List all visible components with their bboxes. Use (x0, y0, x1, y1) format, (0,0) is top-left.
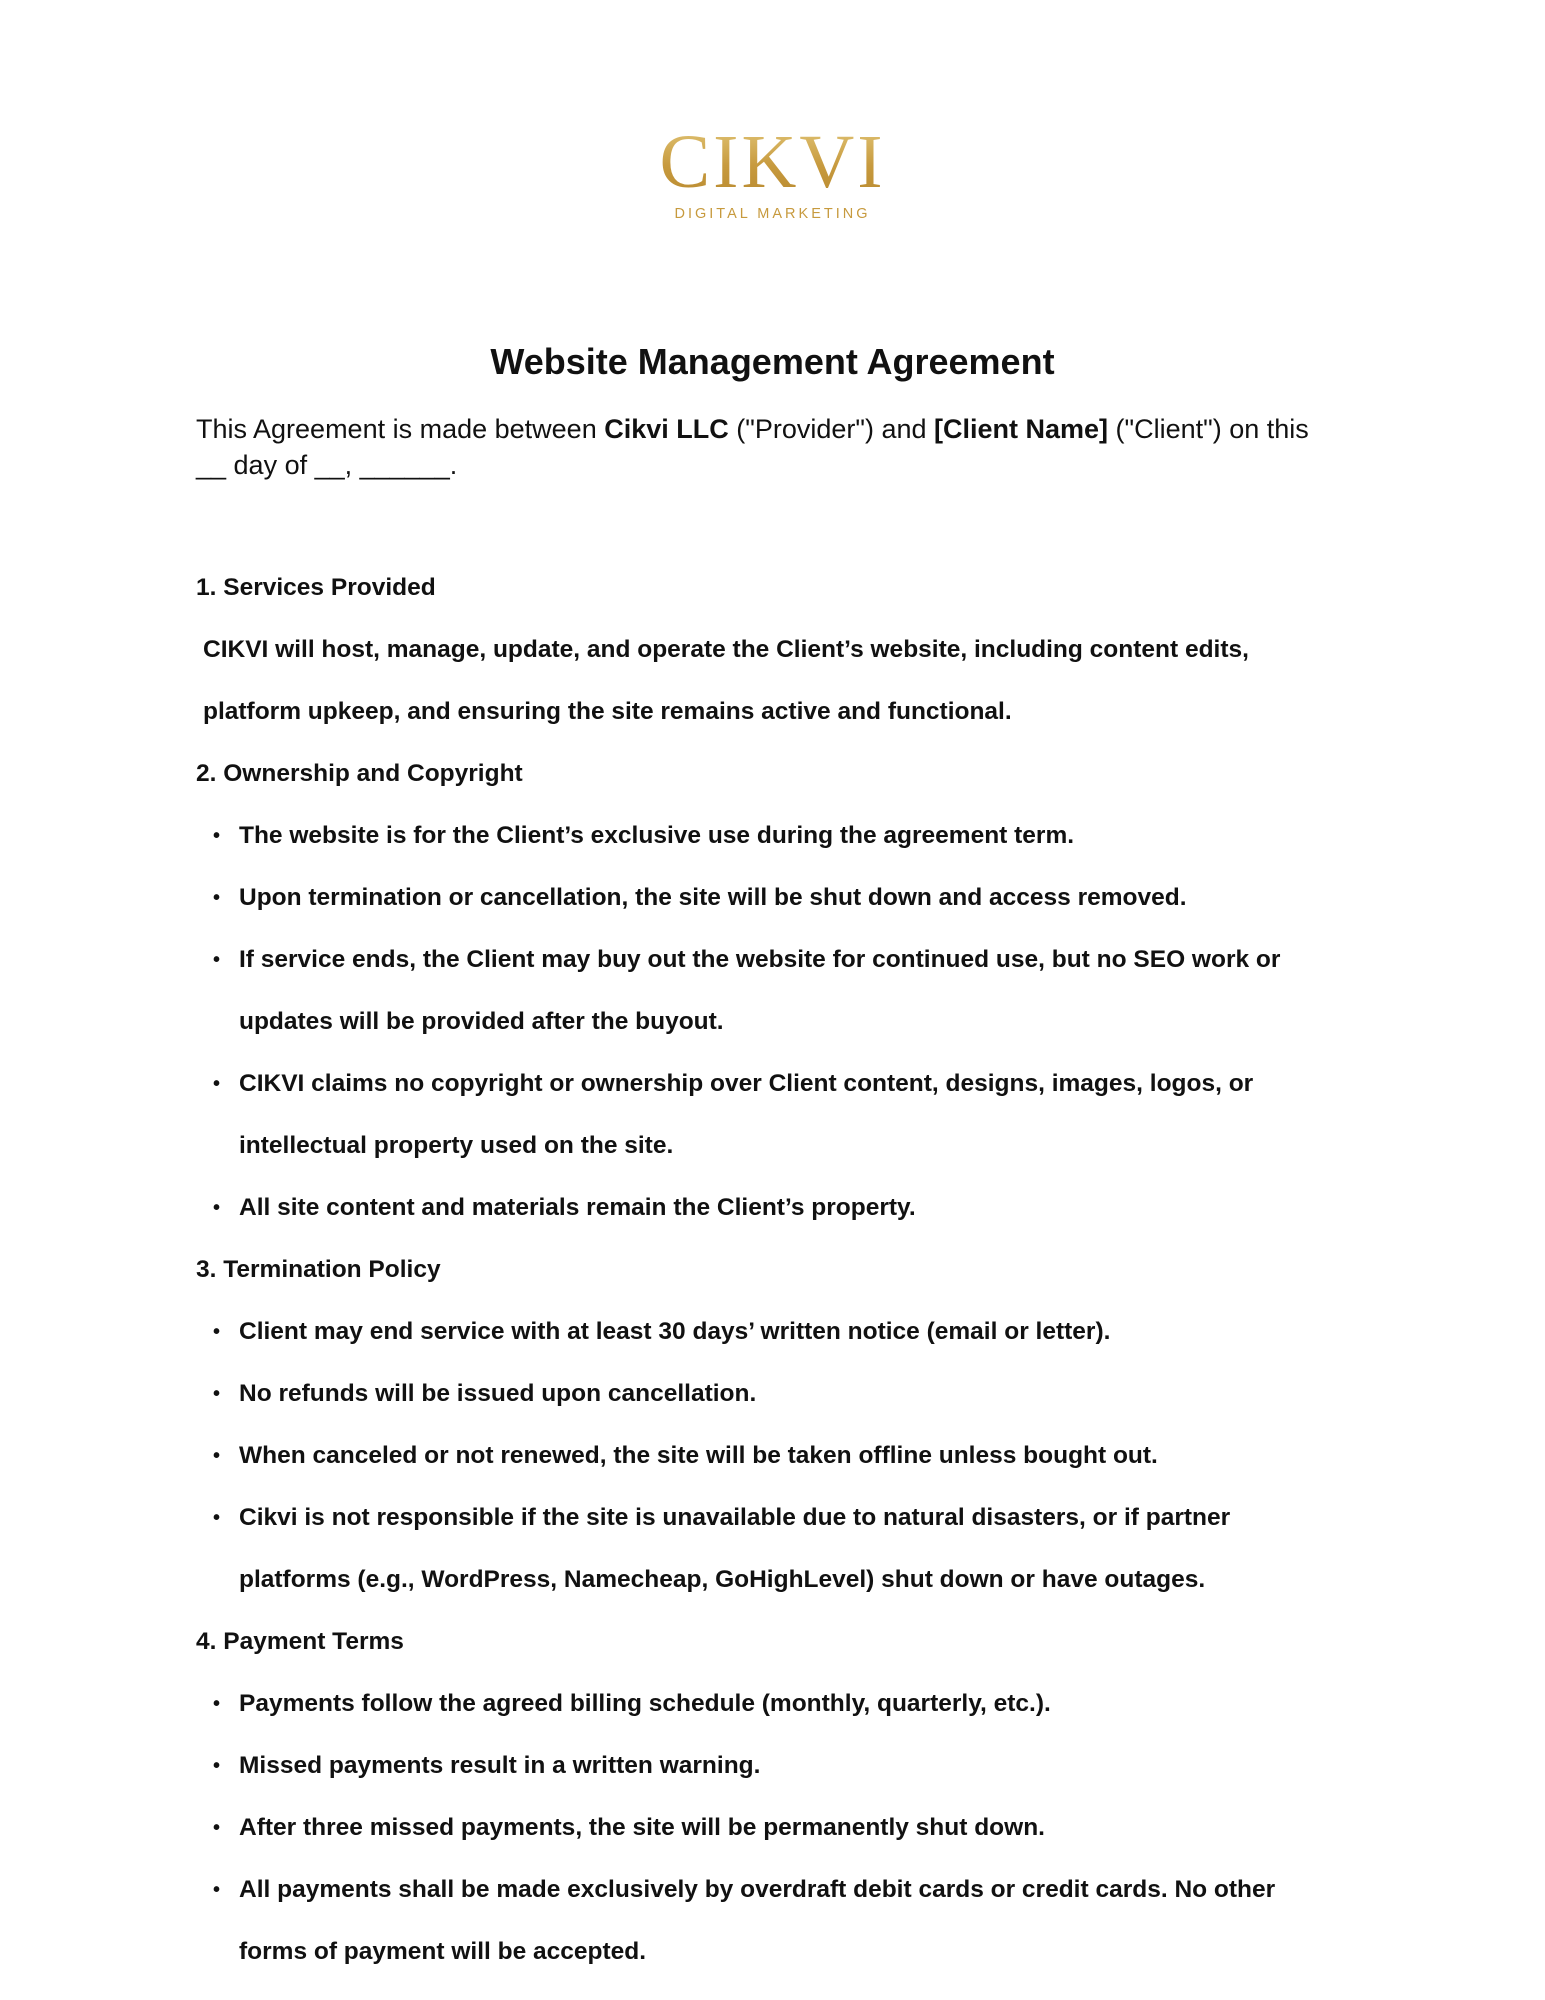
bullet-icon: • (213, 1879, 221, 1901)
document-title: Website Management Agreement (490, 341, 1055, 382)
list-item-text: If service ends, the Client may buy out the website for continued use, but no SEO work or (239, 946, 1281, 973)
list-item-text: All payments shall be made exclusively by overdraft debit cards or credit cards. No other (239, 1876, 1276, 1903)
company-logo (0, 122, 1545, 222)
list-item (196, 1673, 1356, 1735)
list-item (196, 1425, 1356, 1487)
list-item-text: Client may end service with at least 30 days’ written notice (email or letter). (239, 1318, 1111, 1345)
list-item (196, 1177, 1356, 1239)
bullet-icon: • (213, 1693, 221, 1715)
services-paragraph-line: CIKVI will host, manage, update, and operate the Client’s website, including content edits, (203, 636, 1249, 663)
list-item-continuation: platforms (e.g., WordPress, Namecheap, GoHighLevel) shut down or have outages. (239, 1566, 1206, 1593)
list-item-continuation: updates will be provided after the buyout. (239, 1008, 724, 1035)
list-item-text: No refunds will be issued upon cancellation. (239, 1380, 757, 1407)
list-item-text: Cikvi is not responsible if the site is unavailable due to natural disasters, or if partner (239, 1504, 1231, 1531)
list-item-text: When canceled or not renewed, the site will be taken offline unless bought out. (239, 1442, 1158, 1469)
list-item (196, 1053, 1356, 1115)
list-item (196, 805, 1356, 867)
list-item (196, 1797, 1356, 1859)
section-heading-payment: 4. Payment Terms (196, 1628, 404, 1655)
client-name: [Client Name] (934, 414, 1109, 444)
provider-name: Cikvi LLC (604, 414, 729, 444)
bullet-icon: • (213, 1073, 221, 1095)
logo-tagline: DIGITAL MARKETING (674, 206, 871, 222)
list-item-continuation: intellectual property used on the site. (239, 1132, 674, 1159)
list-item (196, 867, 1356, 929)
intro-text-1: This Agreement is made between (196, 414, 605, 444)
intro-text-2: ("Provider") and (728, 414, 934, 444)
list-item-continuation: forms of payment will be accepted. (239, 1938, 647, 1965)
intro-paragraph (196, 411, 1356, 483)
list-item (196, 1363, 1356, 1425)
list-item (196, 1487, 1356, 1549)
list-item-text: The website is for the Client’s exclusive use during the agreement term. (239, 822, 1075, 849)
services-paragraph-line: platform upkeep, and ensuring the site remains active and functional. (203, 698, 1012, 725)
list-item (196, 1735, 1356, 1797)
bullet-icon: • (213, 949, 221, 971)
intro-line-1 (196, 411, 1356, 447)
bullet-icon: • (213, 825, 221, 847)
bullet-icon: • (213, 1755, 221, 1777)
list-item-text: All site content and materials remain the Client’s property. (239, 1194, 916, 1221)
bullet-icon: • (213, 1817, 221, 1839)
section-heading-termination: 3. Termination Policy (196, 1256, 441, 1283)
intro-line-2: __ day of __, ______. (196, 450, 458, 480)
agreement-body (196, 557, 1356, 1983)
list-item-text: After three missed payments, the site will be permanently shut down. (239, 1814, 1045, 1841)
list-item-text: Upon termination or cancellation, the site will be shut down and access removed. (239, 884, 1187, 911)
section-heading-ownership: 2. Ownership and Copyright (196, 760, 523, 787)
list-item-text: CIKVI claims no copyright or ownership over Client content, designs, images, logos, or (239, 1070, 1254, 1097)
list-item (196, 1859, 1356, 1921)
section-heading-services: 1. Services Provided (196, 574, 436, 601)
bullet-icon: • (213, 1197, 221, 1219)
bullet-icon: • (213, 887, 221, 909)
list-item-text: Missed payments result in a written warning. (239, 1752, 761, 1779)
logo-wordmark: CIKVI (659, 120, 886, 204)
bullet-icon: • (213, 1383, 221, 1405)
bullet-icon: • (213, 1321, 221, 1343)
bullet-icon: • (213, 1507, 221, 1529)
intro-text-3: ("Client") on this (1108, 414, 1309, 444)
list-item (196, 1301, 1356, 1363)
list-item-text: Payments follow the agreed billing schedule (monthly, quarterly, etc.). (239, 1690, 1051, 1717)
bullet-icon: • (213, 1445, 221, 1467)
list-item (196, 929, 1356, 991)
